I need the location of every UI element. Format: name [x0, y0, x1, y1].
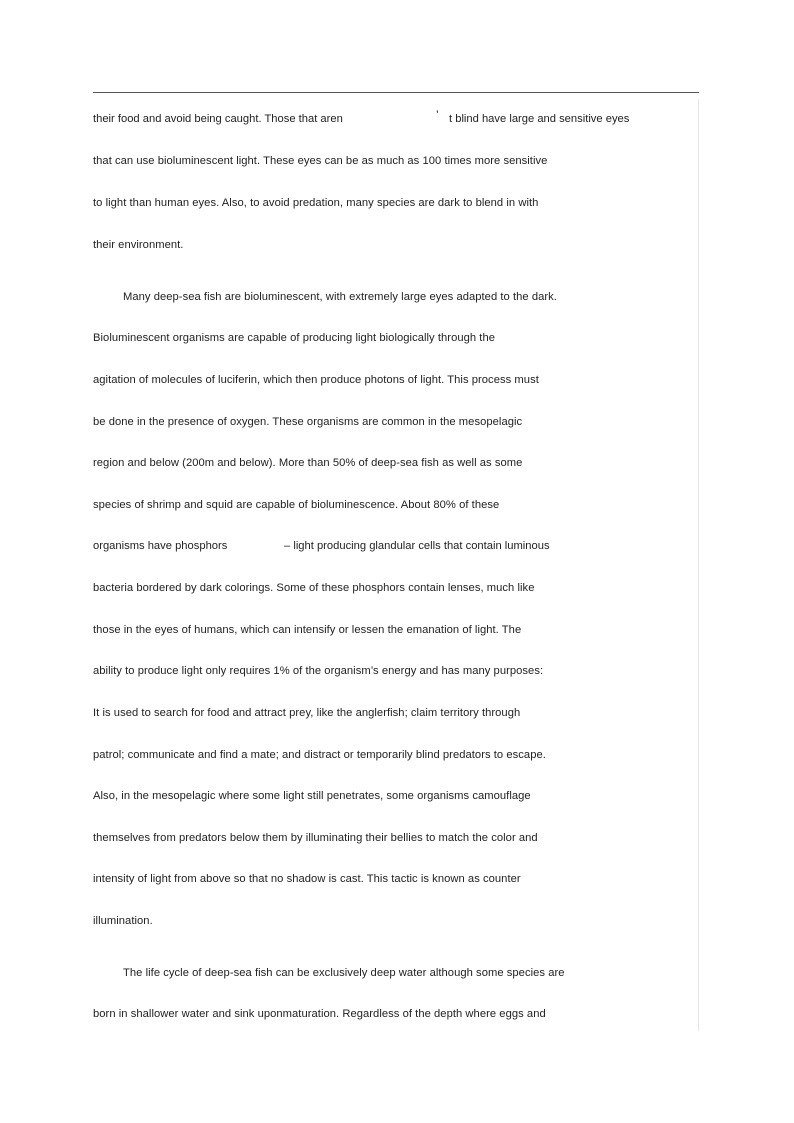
paragraph-2-line-2: Bioluminescent organisms are capable of producing light biologically through the — [93, 332, 496, 344]
paragraph-2-line-10: ability to produce light only requires 1% of the organism’s energy and has many purposes: — [93, 665, 544, 677]
paragraph-2-line-3: agitation of molecules of luciferin, which then produce photons of light. This process must — [93, 374, 539, 386]
paragraph-1-line-2: that can use bioluminescent light. These eyes can be as much as 100 times more sensitive — [93, 155, 548, 167]
paragraph-2-line-8: bacteria bordered by dark colorings. Some of these phosphors contain lenses, much like — [93, 582, 535, 594]
paragraph-1-line-4: their environment. — [93, 239, 184, 251]
header-rule — [93, 92, 699, 93]
paragraph-2-line-13: Also, in the mesopelagic where some light still penetrates, some organisms camouflage — [93, 790, 531, 802]
page-margin-edge — [698, 99, 699, 1031]
paragraph-2-line-14: themselves from predators below them by illuminating their bellies to match the color and — [93, 832, 538, 844]
paragraph-2-line-11: It is used to search for food and attract prey, like the anglerfish; claim territory through — [93, 707, 521, 719]
paragraph-3-line-1: The life cycle of deep-sea fish can be exclusively deep water although some species are — [123, 967, 565, 979]
paragraph-2-line-12: patrol; communicate and find a mate; and distract or temporarily blind predators to escape. — [93, 749, 546, 761]
paragraph-2-line-7-part-b: – light producing glandular cells that contain luminous — [284, 540, 550, 552]
paragraph-1-line-1-apostrophe: ’ — [436, 108, 439, 122]
paragraph-1-line-1-part-b: t blind have large and sensitive eyes — [449, 113, 630, 125]
paragraph-2-line-5: region and below (200m and below). More than 50% of deep-sea fish as well as some — [93, 457, 523, 469]
paragraph-2-line-16: illumination. — [93, 915, 153, 927]
paragraph-2-line-15: intensity of light from above so that no shadow is cast. This tactic is known as counter — [93, 873, 521, 885]
paragraph-2-line-1: Many deep-sea fish are bioluminescent, with extremely large eyes adapted to the dark. — [123, 291, 557, 303]
paragraph-2-line-4: be done in the presence of oxygen. These organisms are common in the mesopelagic — [93, 416, 523, 428]
paragraph-2-line-6: species of shrimp and squid are capable of bioluminescence. About 80% of these — [93, 499, 500, 511]
paragraph-2-line-7-part-a: organisms have phosphors — [93, 540, 228, 552]
paragraph-3-line-2: born in shallower water and sink uponmaturation. Regardless of the depth where eggs and — [93, 1008, 546, 1020]
paragraph-1-line-3: to light than human eyes. Also, to avoid predation, many species are dark to blend in with — [93, 197, 539, 209]
paragraph-1-line-1-part-a: their food and avoid being caught. Those that aren — [93, 113, 343, 125]
paragraph-2-line-9: those in the eyes of humans, which can intensify or lessen the emanation of light. The — [93, 624, 522, 636]
